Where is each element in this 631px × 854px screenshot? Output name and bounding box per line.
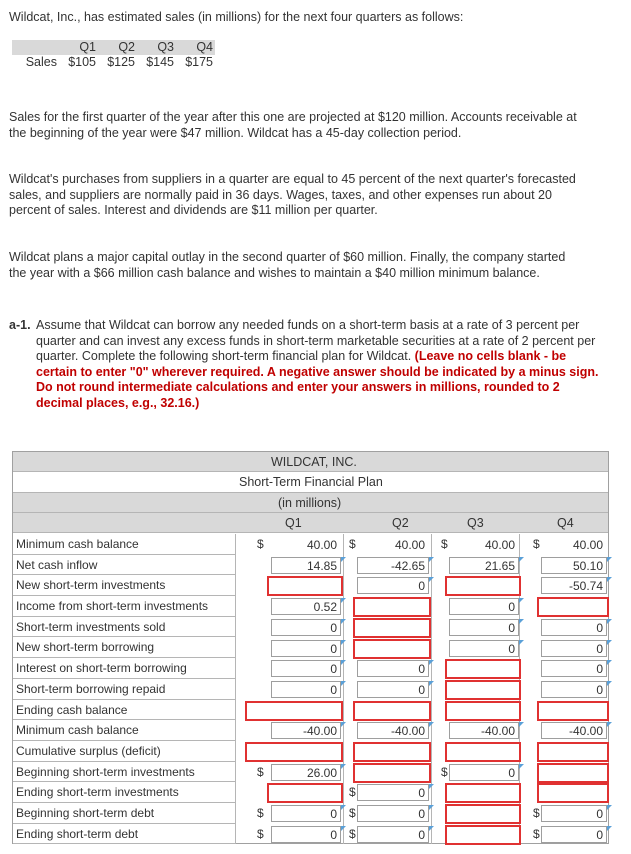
task-text: Assume that Wildcat can borrow any needed funds on a short-term basis at a rate of 3 percent per quarter and can invest any excess funds in short-term marketable securities at a rate of 2 percent per quarter. Complete the following short-term financial plan for Wildcat. (36, 318, 596, 363)
cell-flag-marker (519, 722, 524, 727)
input-cell[interactable]: 0 (541, 640, 607, 657)
cell-flag-marker (607, 805, 612, 810)
cell-flag-marker (429, 681, 434, 686)
dollar-sign: $ (533, 537, 540, 551)
cell-flag-marker (607, 619, 612, 624)
input-cell[interactable]: 0 (357, 784, 429, 801)
cell-flag-marker (607, 557, 612, 562)
row-label: Income from short-term investments (13, 596, 235, 617)
required-input-box[interactable] (353, 618, 431, 638)
sales-q3: $145 (146, 55, 174, 69)
cell-flag-marker (341, 598, 346, 603)
row-label: New short-term investments (13, 575, 235, 596)
dollar-sign: $ (533, 826, 540, 841)
required-input-box[interactable] (445, 576, 521, 596)
plan-header-q3: Q3 (467, 516, 484, 530)
required-input-box[interactable] (445, 742, 521, 762)
cell-flag-marker (429, 805, 434, 810)
cell-flag-marker (607, 826, 612, 831)
input-cell: 40.00 (541, 536, 607, 553)
required-input-box[interactable] (353, 701, 431, 721)
row-label: Beginning short-term investments (13, 762, 235, 783)
task-a1 (9, 318, 599, 411)
dollar-sign: $ (257, 826, 264, 841)
input-cell[interactable]: 0 (541, 826, 607, 843)
input-cell[interactable]: 0 (357, 577, 429, 594)
row-label: Net cash inflow (13, 555, 235, 576)
task-label: a-1. (9, 318, 31, 332)
cell-flag-marker (429, 722, 434, 727)
input-cell[interactable]: 0 (449, 764, 519, 781)
cell-flag-marker (429, 577, 434, 582)
plan-subtitle: Short-Term Financial Plan (239, 475, 383, 489)
required-input-box[interactable] (445, 825, 521, 845)
input-cell[interactable]: 0 (271, 640, 341, 657)
required-input-box[interactable] (537, 783, 609, 803)
row-label: Minimum cash balance (13, 720, 235, 741)
column-divider (235, 534, 236, 844)
paragraph-purchases: Wildcat's purchases from suppliers in a quarter are equal to 45 percent of the next quarter's forecasted sales, and suppliers are normally paid in 36 days. Wages, taxes, and other expenses run about 20 percent of sales. Interest and dividends are $11 million per quarter. (9, 172, 576, 217)
dollar-sign: $ (349, 826, 356, 841)
cell-flag-marker (341, 805, 346, 810)
cell-flag-marker (341, 557, 346, 562)
sales-q4: $175 (185, 55, 213, 69)
sales-q2: $125 (107, 55, 135, 69)
dollar-sign: $ (533, 806, 540, 821)
sales-row-label: Sales (25, 55, 57, 69)
cell-flag-marker (429, 660, 434, 665)
input-cell[interactable]: 0.52 (271, 598, 341, 615)
input-cell[interactable]: 0 (357, 681, 429, 698)
cell-flag-marker (607, 722, 612, 727)
input-cell[interactable]: 0 (449, 598, 519, 615)
cell-flag-marker (341, 764, 346, 769)
row-label: Ending short-term investments (13, 782, 235, 803)
plan-title-row (13, 452, 608, 472)
input-cell[interactable]: -40.00 (541, 722, 607, 739)
required-input-box[interactable] (353, 639, 431, 659)
sales-header-row (12, 40, 215, 55)
sales-header-q4: Q4 (196, 40, 213, 54)
dollar-sign: $ (349, 806, 356, 821)
input-cell[interactable]: 0 (271, 681, 341, 698)
sales-header-q1: Q1 (79, 40, 96, 54)
intro-text: Wildcat, Inc., has estimated sales (in millions) for the next four quarters as follows: (9, 10, 464, 24)
required-input-box[interactable] (537, 763, 609, 783)
row-label: Beginning short-term debt (13, 803, 235, 824)
plan-header-q4: Q4 (557, 516, 574, 530)
dollar-sign: $ (257, 806, 264, 821)
input-cell[interactable]: 26.00 (271, 764, 341, 781)
cell-flag-marker (341, 660, 346, 665)
row-label: Short-term borrowing repaid (13, 679, 235, 700)
cell-flag-marker (519, 619, 524, 624)
input-cell[interactable]: -40.00 (449, 722, 519, 739)
input-cell[interactable]: 21.65 (449, 557, 519, 574)
sales-row (12, 55, 215, 72)
required-input-box[interactable] (537, 701, 609, 721)
column-divider (343, 534, 344, 844)
input-cell[interactable]: -50.74 (541, 577, 607, 594)
plan-units-row (13, 493, 608, 513)
required-input-box[interactable] (537, 742, 609, 762)
input-cell[interactable]: 0 (449, 640, 519, 657)
required-input-box[interactable] (445, 659, 521, 679)
paragraph-sales: Sales for the first quarter of the year after this one are projected at $120 million. Accounts receivable at the beginning of the year were $47 million. Wildcat has a 45-day collection period. (9, 110, 577, 140)
dollar-sign: $ (349, 785, 356, 800)
required-input-box[interactable] (445, 804, 521, 824)
input-cell[interactable]: 0 (449, 619, 519, 636)
plan-header-q2: Q2 (392, 516, 409, 530)
row-label: Minimum cash balance (13, 534, 235, 555)
cell-flag-marker (429, 557, 434, 562)
plan-units: (in millions) (278, 496, 342, 510)
cell-flag-marker (341, 681, 346, 686)
plan-header-q1: Q1 (285, 516, 302, 530)
cell-flag-marker (341, 722, 346, 727)
input-cell[interactable]: 50.10 (541, 557, 607, 574)
sales-header-blank (12, 40, 57, 55)
cell-flag-marker (519, 764, 524, 769)
sales-table (12, 40, 215, 72)
input-cell[interactable]: 0 (271, 619, 341, 636)
cell-flag-marker (607, 681, 612, 686)
cell-flag-marker (607, 660, 612, 665)
input-cell[interactable]: 0 (357, 805, 429, 822)
dollar-sign: $ (257, 537, 264, 551)
input-cell[interactable]: 14.85 (271, 557, 341, 574)
required-input-box[interactable] (445, 680, 521, 700)
input-cell[interactable]: 0 (541, 681, 607, 698)
input-cell[interactable]: 0 (271, 660, 341, 677)
dollar-sign: $ (349, 537, 356, 551)
dollar-sign: $ (257, 764, 264, 779)
cell-flag-marker (429, 826, 434, 831)
input-cell[interactable]: 0 (271, 826, 341, 843)
required-input-box[interactable] (445, 701, 521, 721)
input-cell[interactable]: 0 (541, 619, 607, 636)
dollar-sign: $ (441, 764, 448, 779)
cell-flag-marker (607, 577, 612, 582)
required-input-box[interactable] (445, 783, 521, 803)
required-input-box[interactable] (353, 742, 431, 762)
required-input-box[interactable] (537, 597, 609, 617)
cell-flag-marker (519, 557, 524, 562)
input-cell[interactable]: -40.00 (357, 722, 429, 739)
plan-title: WILDCAT, INC. (271, 455, 357, 469)
row-label: Ending cash balance (13, 700, 235, 721)
input-cell[interactable]: -40.00 (271, 722, 341, 739)
row-label: Interest on short-term borrowing (13, 658, 235, 679)
row-label: Short-term investments sold (13, 617, 235, 638)
input-cell[interactable]: 0 (357, 660, 429, 677)
input-cell[interactable]: 0 (541, 805, 607, 822)
sales-header-q2: Q2 (118, 40, 135, 54)
financial-plan-table (12, 451, 609, 844)
input-cell[interactable]: -42.65 (357, 557, 429, 574)
input-cell: 40.00 (449, 536, 519, 553)
sales-header-q3: Q3 (157, 40, 174, 54)
input-cell: 40.00 (271, 536, 341, 553)
required-input-box[interactable] (353, 763, 431, 783)
dollar-sign: $ (441, 537, 448, 551)
required-input-box[interactable] (267, 576, 343, 596)
cell-flag-marker (341, 640, 346, 645)
plan-subtitle-row (13, 472, 608, 493)
cell-flag-marker (429, 784, 434, 789)
input-cell: 40.00 (357, 536, 429, 553)
sales-q1: $105 (68, 55, 96, 69)
cell-flag-marker (341, 826, 346, 831)
required-input-box[interactable] (267, 783, 343, 803)
row-label: Ending short-term debt (13, 824, 235, 845)
input-cell[interactable]: 0 (357, 826, 429, 843)
required-input-box[interactable] (353, 597, 431, 617)
plan-quarters-row (13, 513, 608, 533)
paragraph-capital: Wildcat plans a major capital outlay in the second quarter of $60 million. Finally, the company started the year with a $66 million cash balance and wishes to maintain a $40 million minimum balance. (9, 250, 566, 280)
cell-flag-marker (519, 598, 524, 603)
task-instruction: (Leave no cells blank - be certain to enter "0" wherever required. A negative answer should be indicated by a minus sign. Do not round intermediate calculations and enter your answers in millions, rounded to 2 decimal places, e.g., 32.16.) (36, 349, 599, 410)
plan-row-labels (13, 534, 235, 844)
cell-flag-marker (607, 640, 612, 645)
required-input-box[interactable] (245, 701, 343, 721)
required-input-box[interactable] (245, 742, 343, 762)
cell-flag-marker (519, 640, 524, 645)
row-label: Cumulative surplus (deficit) (13, 741, 235, 762)
input-cell[interactable]: 0 (541, 660, 607, 677)
row-label: New short-term borrowing (13, 637, 235, 658)
input-cell[interactable]: 0 (271, 805, 341, 822)
cell-flag-marker (341, 619, 346, 624)
